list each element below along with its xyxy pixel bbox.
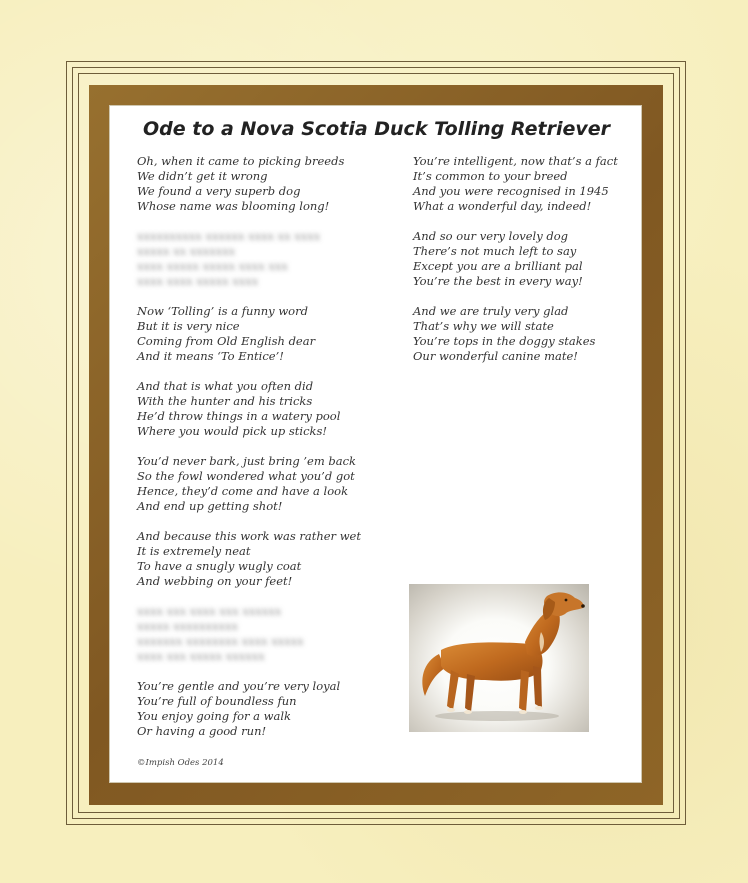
poem-line: And that is what you often did [137,379,314,393]
poem-line: You’d never bark, just bring ’em back [137,454,357,468]
poem-line: You’re tops in the doggy stakes [413,334,596,348]
blurred-line: xxxx xxxxx xxxxx xxxx xxx [137,259,288,273]
poem-line: It is extremely neat [137,544,251,558]
stanza [413,154,633,214]
poem-line: You’re full of boundless fun [137,694,297,708]
stanza [137,454,397,514]
poem-left-column [137,154,397,754]
stanza [137,154,397,214]
copyright-notice: ©Impish Odes 2014 [137,758,224,768]
poem-page [109,105,642,783]
poem-line: Coming from Old English dear [137,334,316,348]
poem-line: Whose name was blooming long! [137,199,330,213]
poem-line: You’re intelligent, now that’s a fact [413,154,618,168]
poem-line: To have a snugly wugly coat [137,559,302,573]
poem-line: And end up getting shot! [137,499,283,513]
stanza [413,304,633,364]
poem-line: We didn’t get it wrong [137,169,268,183]
poem-line: We found a very superb dog [137,184,301,198]
poem-title: Ode to a Nova Scotia Duck Tolling Retriever [143,118,610,140]
blurred-stanza [137,604,397,664]
poem-line: Our wonderful canine mate! [413,349,578,363]
poem-line: And because this work was rather wet [137,529,361,543]
poem-line: He’d throw things in a watery pool [137,409,341,423]
blurred-line: xxxx xxxx xxxxx xxxx [137,274,259,288]
poem-line: You’re the best in every way! [413,274,583,288]
poem-line: What a wonderful day, indeed! [413,199,592,213]
poem-line: So the fowl wondered what you’d got [137,469,355,483]
poem-line: You enjoy going for a walk [137,709,292,723]
blurred-line: xxxxxxxxxx xxxxxx xxxx xx xxxx [137,229,321,243]
poem-line: And webbing on your feet! [137,574,293,588]
poem-line: With the hunter and his tricks [137,394,313,408]
poem-line: Oh, when it came to picking breeds [137,154,345,168]
stanza [137,679,397,739]
poem-line: It’s common to your breed [413,169,568,183]
blurred-line: xxxxx xx xxxxxxx [137,244,236,258]
stanza [413,229,633,289]
blurred-line: xxxxx xxxxxxxxxx [137,619,238,633]
poem-line: Hence, they’d come and have a look [137,484,349,498]
poem-line: Where you would pick up sticks! [137,424,328,438]
poem-right-column [413,154,633,379]
poem-line: And you were recognised in 1945 [413,184,609,198]
poem-line: There’s not much left to say [413,244,577,258]
blurred-stanza [137,229,397,289]
blurred-line: xxxxxxx xxxxxxxx xxxx xxxxx [137,634,304,648]
poem-line: And it means ‘To Entice’! [137,349,284,363]
poem-line: And so our very lovely dog [413,229,569,243]
poem-line: That’s why we will state [413,319,554,333]
poem-line: Or having a good run! [137,724,267,738]
stanza [137,379,397,439]
poem-line: Except you are a brilliant pal [413,259,583,273]
blurred-line: xxxx xxx xxxxx xxxxxx [137,649,265,663]
poem-line: And we are truly very glad [413,304,569,318]
poem-line: Now ‘Tolling’ is a funny word [137,304,308,318]
stanza [137,304,397,364]
dog-illustration-icon [409,584,589,732]
blurred-line: xxxx xxx xxxx xxx xxxxxx [137,604,282,618]
poem-line: But it is very nice [137,319,240,333]
stanza [137,529,397,589]
poem-line: You’re gentle and you’re very loyal [137,679,341,693]
dog-photo [409,584,589,732]
